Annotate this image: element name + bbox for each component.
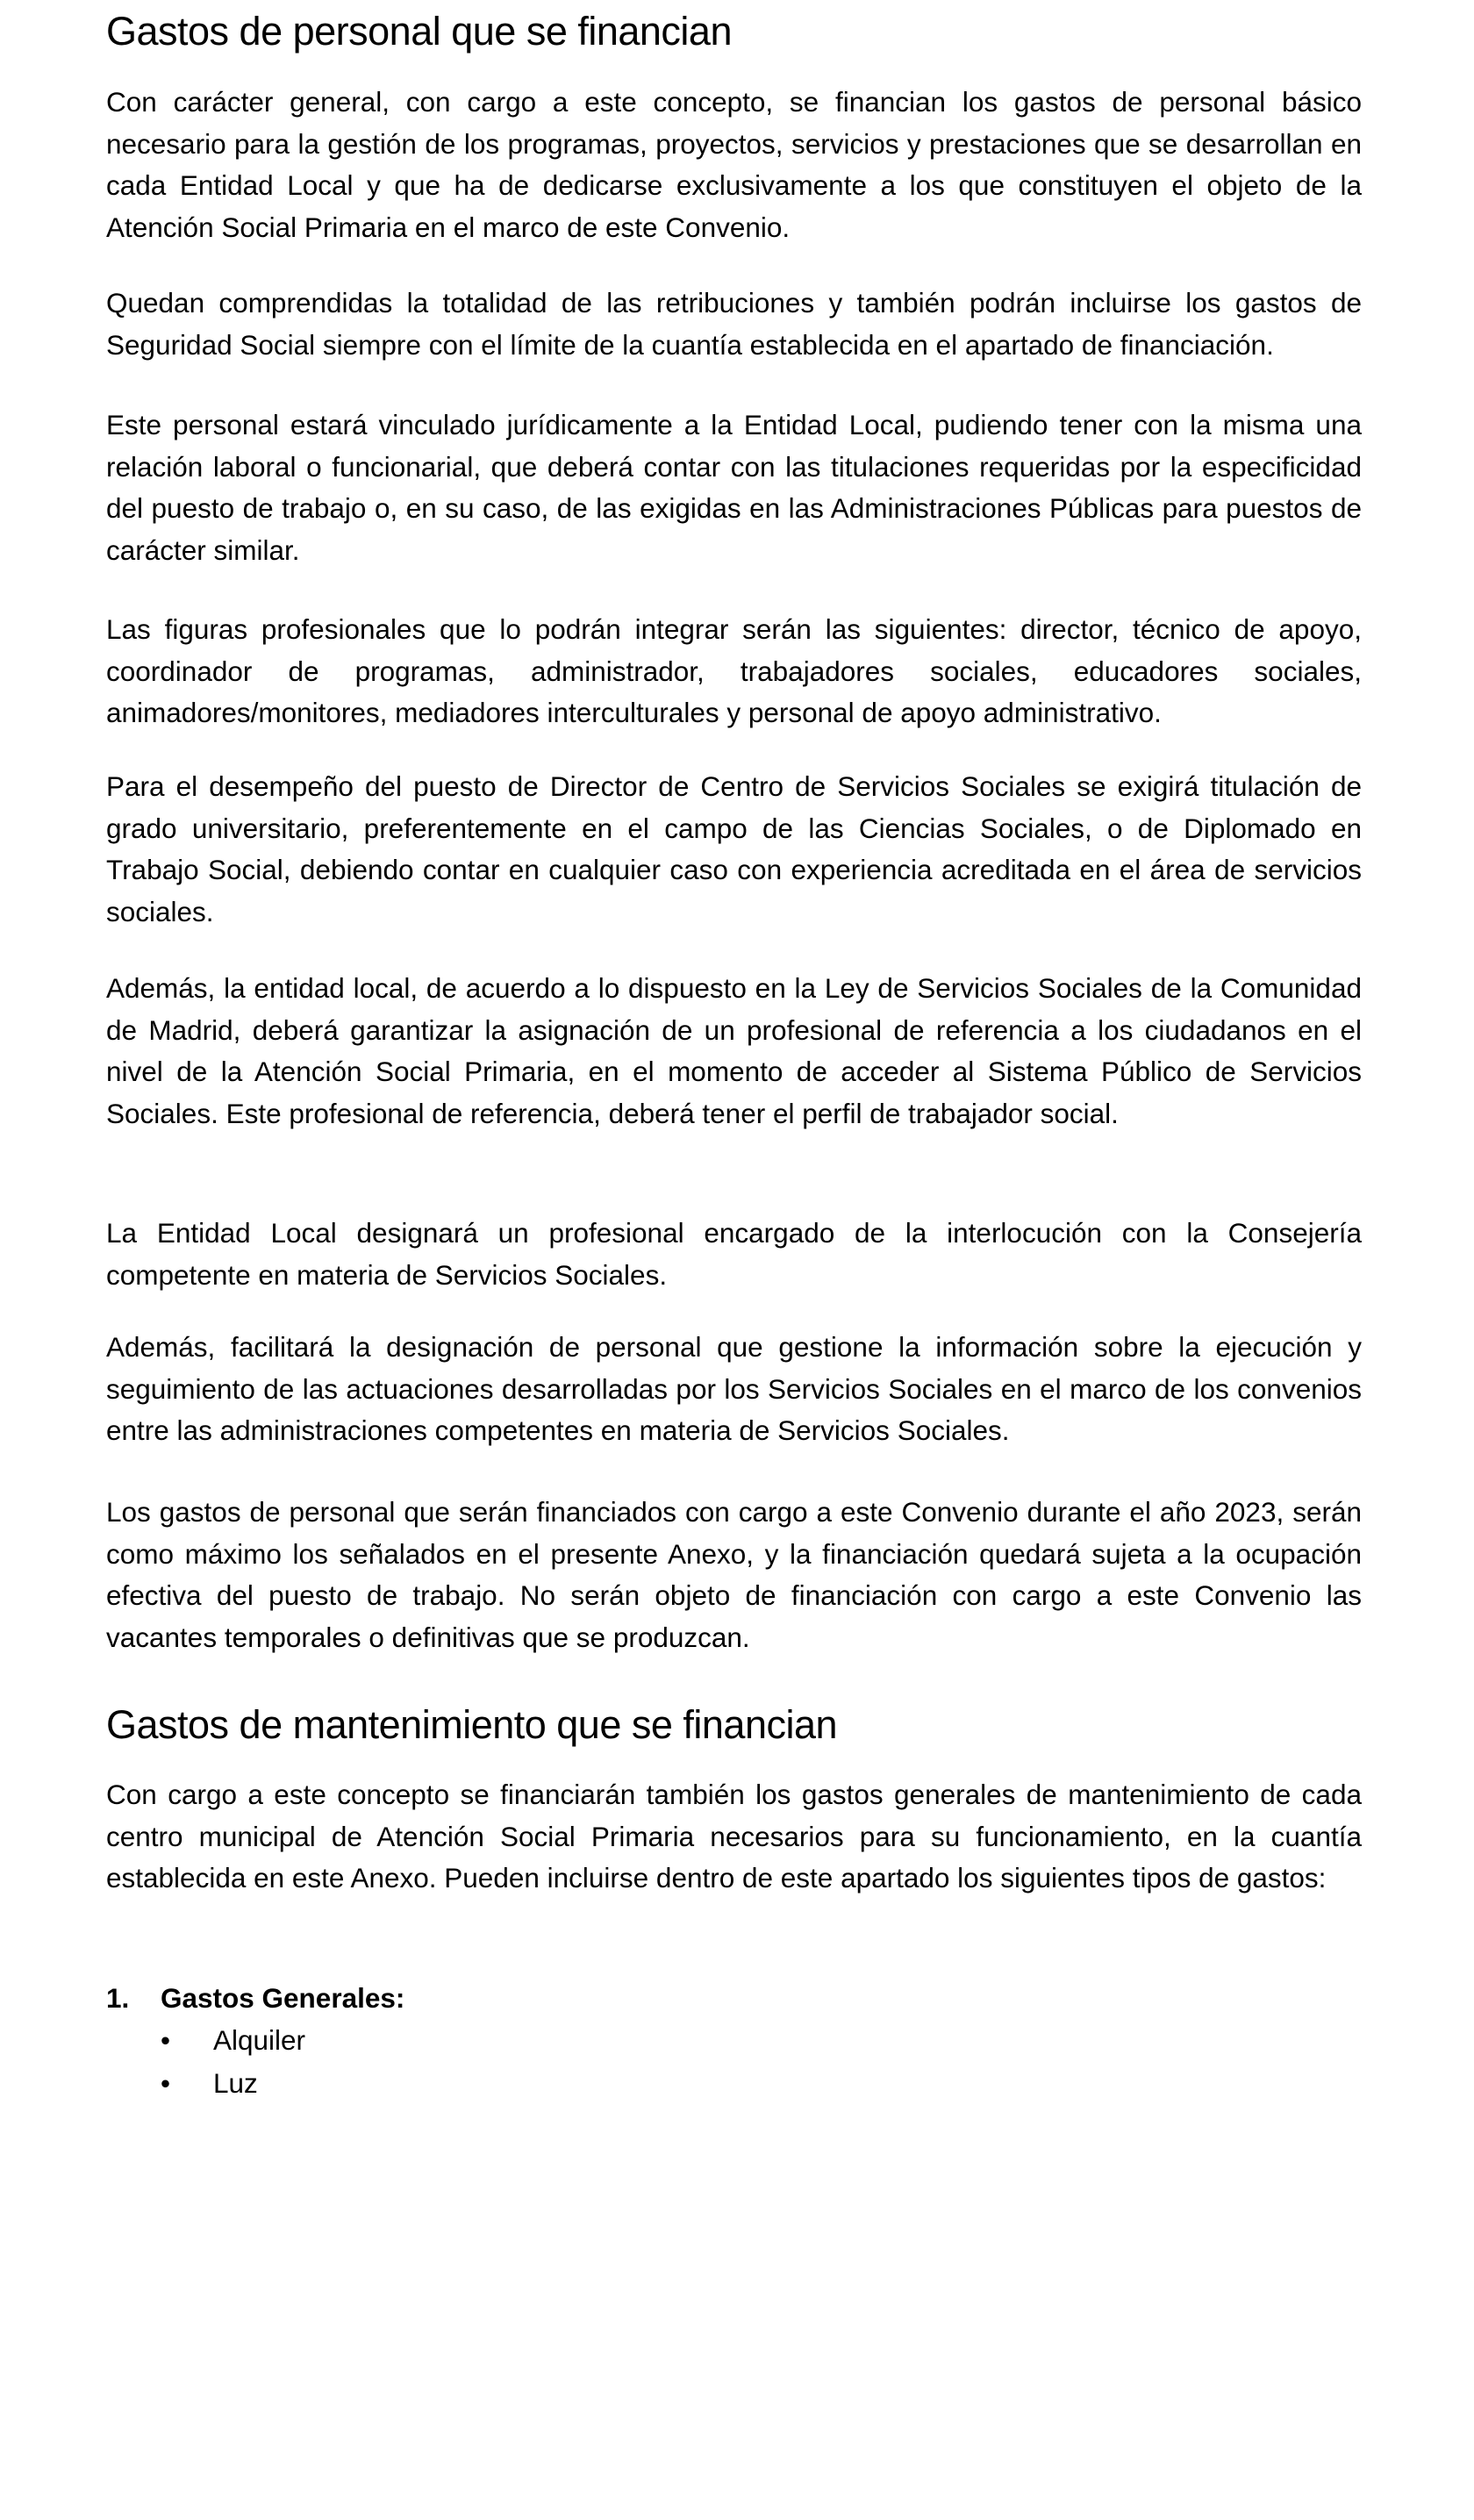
paragraph-text: Este personal estará vinculado jurídicamente a la Entidad Local, pudiendo tener con la misma una relación laboral o funcionarial, que deberá contar con las titulaciones requeridas por la especificidad del puesto de trabajo o, en su caso, de las exigidas en las Administraciones Públicas para puestos de carácter similar. [106,409,1362,566]
paragraph-text: Con cargo a este concepto se financiarán también los gastos generales de mantenimiento de cada centro municipal de Atención Social Primaria necesarios para su funcionamiento, en la cuantía establecida en este Anexo. Pueden incluirse dentro de este apartado los siguientes tipos de gastos: [106,1779,1362,1894]
list-item: Luz [213,2067,258,2099]
paragraph [106,283,1362,366]
paragraph-text: Para el desempeño del puesto de Director de Centro de Servicios Sociales se exigirá titulación de grado universitario, preferentemente en el campo de las Ciencias Sociales, o de Diplomado en Trabajo Social, debiendo contar en cualquier caso con experiencia acreditada en el área de servicios sociales. [106,770,1362,927]
paragraph-text: Además, facilitará la designación de personal que gestione la información sobre la ejecución y seguimiento de las actuaciones desarrolladas por los Servicios Sociales en el marco de los convenios entre las administraciones competentes en materia de Servicios Sociales. [106,1331,1362,1447]
section-heading-mantenimiento [106,1700,1362,1750]
paragraph-text: Las figuras profesionales que lo podrán integrar serán las siguientes: director, técnico de apoyo, coordinador de programas, administrador, trabajadores sociales, educadores sociales, animadores/monitores, mediadores interculturales y personal de apoyo administrativo. [106,613,1362,729]
paragraph [106,1213,1362,1296]
section-heading-personal [106,7,1362,56]
paragraph [106,82,1362,248]
paragraph [106,404,1362,571]
paragraph [106,609,1362,734]
list-number: 1. [106,1982,130,2014]
paragraph [106,766,1362,933]
paragraph-text: Además, la entidad local, de acuerdo a lo dispuesto en la Ley de Servicios Sociales de la Comunidad de Madrid, deberá garantizar la asignación de un profesional de referencia a los ciudadanos en el nivel de la Atención Social Primaria, en el momento de acceder al Sistema Público de Servicios Sociales. Este profesional de referencia, deberá tener el perfil de trabajador social. [106,972,1362,1129]
paragraph [106,1492,1362,1658]
paragraph [106,968,1362,1135]
bullet-icon: • [161,2024,171,2056]
bullet-icon: • [161,2067,171,2099]
paragraph-text: Quedan comprendidas la totalidad de las retribuciones y también podrán incluirse los gastos de Seguridad Social siempre con el límite de la cuantía establecida en el apartado de financiación. [106,287,1362,361]
paragraph-text: La Entidad Local designará un profesional encargado de la interlocución con la Consejería competente en materia de Servicios Sociales. [106,1217,1362,1291]
heading-text: Gastos de personal que se financian [106,9,732,54]
heading-text: Gastos de mantenimiento que se financian [106,1702,838,1747]
list-item: Alquiler [213,2024,306,2056]
paragraph-text: Con carácter general, con cargo a este concepto, se financian los gastos de personal básico necesario para la gestión de los programas, proyectos, servicios y prestaciones que se desarrollan en cada Entidad Local y que ha de dedicarse exclusivamente a los que constituyen el objeto de la Atención Social Primaria en el marco de este Convenio. [106,86,1362,243]
paragraph [106,1327,1362,1452]
list-title: Gastos Generales: [161,1982,405,2014]
paragraph [106,1774,1362,1900]
paragraph-text: Los gastos de personal que serán financiados con cargo a este Convenio durante el año 2023, serán como máximo los señalados en el presente Anexo, y la financiación quedará sujeta a la ocupación efectiva del puesto de trabajo. No serán objeto de financiación con cargo a este Convenio las vacantes temporales o definitivas que se produzcan. [106,1496,1362,1653]
